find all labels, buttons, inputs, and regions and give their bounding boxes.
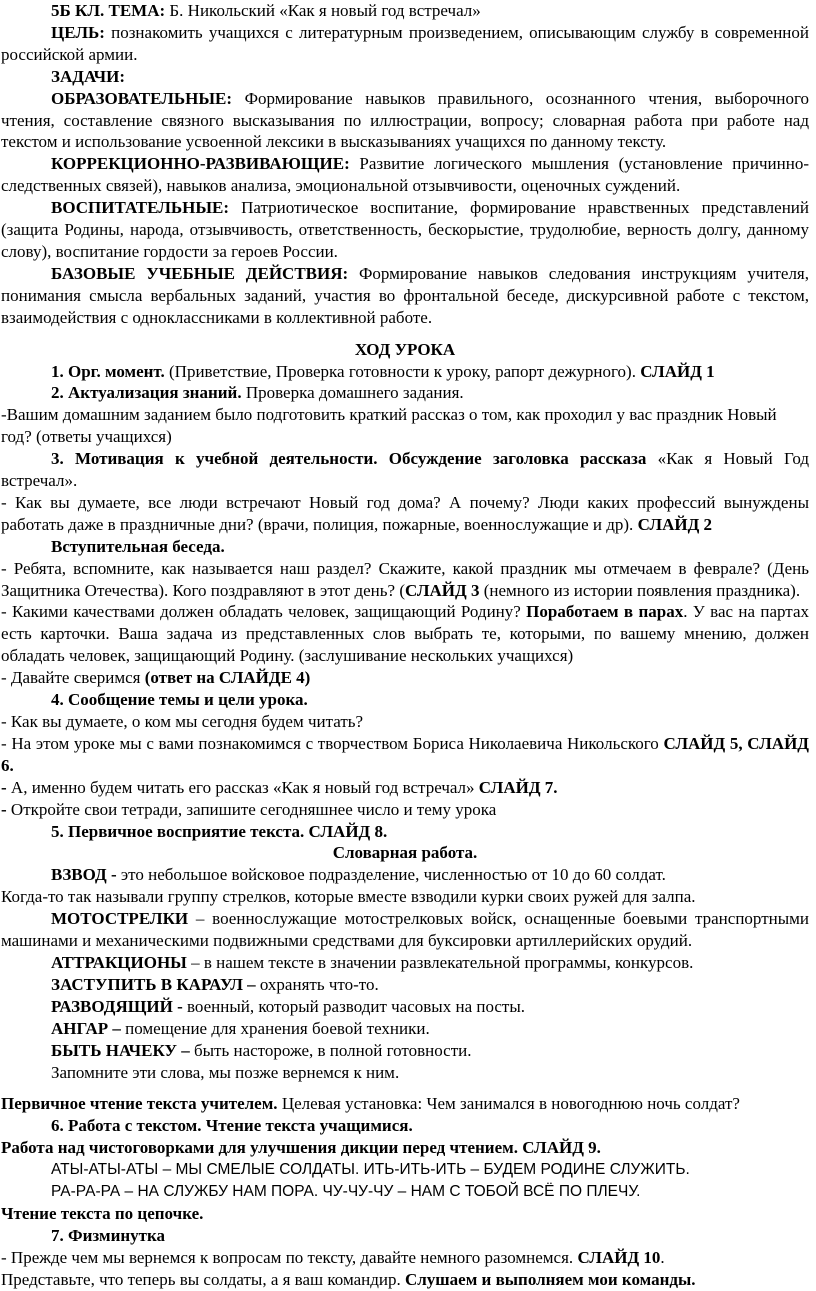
intro-talk-title: Вступительная беседа. — [51, 536, 225, 556]
chain-reading-label: Чтение текста по цепочке. — [1, 1203, 204, 1223]
stage-7-a: - Прежде чем мы вернемся к вопросам по тексту, давайте немного разомнемся. СЛАЙД 10. — [1, 1247, 665, 1267]
stage-2-body: -Вашим домашним заданием было подготовить краткий рассказ о том, как проходил у вас праздник Новый год? (ответы учащихся) — [1, 405, 777, 447]
vocab-term-vzvod: ВЗВОД - это небольшое войсковое подразделение, численностью от 10 до 60 солдат. — [51, 865, 666, 885]
tongue-twister-1: АТЫ-АТЫ-АТЫ – МЫ СМЕЛЫЕ СОЛДАТЫ. ИТЬ-ИТЬ-ИТЬ – БУДЕМ РОДИНЕ СЛУЖИТЬ. — [51, 1161, 690, 1179]
upbringing-text: Патриотическое воспитание, формирование нравственных представлений (защита Родины, народа, отзывчивость, ответственность, бескорыстие, трудолюбие, верность долгу, данному слову), воспитание гордости за героев России. — [1, 198, 809, 261]
vocab-term-motostrelki: МОТОСТРЕЛКИ – военнослужащие мотострелковых войск, оснащенные боевыми транспортными машинами и механическими подвижными средствами для буксировки артиллерийских орудий. — [1, 909, 809, 951]
topic-text: Б. Никольский «Как я новый год встречал» — [165, 1, 481, 20]
educational-paragraph — [1, 88, 809, 154]
correctional-text: Развитие логического мышления (установление причинно-следственных связей), навыков анализа, эмоциональной отзывчивости, оценочных суждений. — [1, 154, 809, 196]
first-reading-label: Первичное чтение текста учителем. — [1, 1094, 278, 1114]
stage-2: 2. Актуализация знаний. Проверка домашнего задания. — [51, 383, 464, 403]
educational-text: Формирование навыков правильного, осознанного чтения, выборочного чтения, составление связного высказывания по иллюстрации, вопросу; словарная работа при работе над текстом и использование усвоенной лексики в высказываниях учащихся по данному тексту. — [1, 88, 809, 152]
intro-talk-c: - Давайте сверимся (ответ на СЛАЙДЕ 4) — [1, 668, 311, 688]
stage-4-c: - А, именно будем читать его рассказ «Как я новый год встречал» СЛАЙД 7. — [1, 777, 558, 797]
commands-label: Слушаем и выполняем мои команды. — [404, 1269, 696, 1289]
stage-4-label: 4. Сообщение темы и цели урока. — [51, 690, 308, 710]
basic-actions-text: Формирование навыков следования инструкциям учителя, понимания смысла вербальных заданий, участия во фронтальной беседе, дискурсивной работе с текстом, взаимодействия с одноклассниками в коллективной работе. — [1, 263, 809, 327]
stage-1: 1. Орг. момент. (Приветствие, Проверка готовности к уроку, рапорт дежурного). СЛАЙД 1 — [51, 361, 715, 381]
slide-10-ref: СЛАЙД 10 — [577, 1247, 661, 1267]
stage-4-d: - Откройте свои тетради, запишите сегодняшнее число и тему урока — [1, 799, 497, 819]
goal-paragraph — [1, 22, 809, 66]
correctional-label: КОРРЕКЦИОННО-РАЗВИВАЮЩИЕ: — [51, 154, 350, 174]
tongue-twisters-label: Работа над чистоговорками для улучшения дикции перед чтением. СЛАЙД 9. — [1, 1138, 601, 1158]
stage-3: 3. Мотивация к учебной деятельности. Обсуждение заголовка рассказа «Как я Новый Год встречал». — [1, 449, 809, 491]
stage-5: 5. Первичное восприятие текста. СЛАЙД 8. — [51, 821, 388, 841]
slide-4-ref: (ответ на СЛАЙДЕ 4) — [144, 668, 311, 688]
stage-3-body: - Как вы думаете, все люди встречают Новый год дома? А почему? Люди каких профессий вынуждены работать даже в праздничные дни? (врачи, полиция, пожарные, военнослужащие и др). СЛАЙД 2 — [1, 492, 809, 534]
tongue-twister-2: РА-РА-РА – НА СЛУЖБУ НАМ ПОРА. ЧУ-ЧУ-ЧУ – НАМ С ТОБОЙ ВСЁ ПО ПЛЕЧУ. — [51, 1183, 641, 1201]
vocab-term-angar: АНГАР – помещение для хранения боевой техники. — [51, 1018, 430, 1038]
vocab-term-vzvod-extra: Когда-то так называли группу стрелков, которые вместе взводили курки своих ружей для залпа. — [1, 887, 696, 907]
first-reading: Первичное чтение текста учителем. Целевая установка: Чем занимался в новогоднюю ночь солдат? — [1, 1094, 740, 1114]
tasks-title: ЗАДАЧИ: — [51, 66, 126, 86]
stage-4-a: - Как вы думаете, о ком мы сегодня будем читать? — [1, 712, 364, 731]
slide-7-ref: СЛАЙД 7. — [478, 777, 558, 797]
topic-line — [1, 0, 809, 22]
vocab-term-razvodyashchiy: РАЗВОДЯЩИЙ - военный, который разводит часовых на посты. — [51, 996, 526, 1016]
vocab-term-attraktsiony: АТТРАКЦИОНЫ – в нашем тексте в значении развлекательной программы, конкурсов. — [51, 952, 694, 972]
goal-label: ЦЕЛЬ: — [51, 22, 105, 42]
vocab-remember: Запомните эти слова, мы позже вернемся к ним. — [51, 1062, 400, 1082]
intro-talk-a: - Ребята, вспомните, как называется наш раздел? Скажите, какой праздник мы отмечаем в феврале? (День Защитника Отечества). Кого поздравляют в этот день? (СЛАЙД 3 (немного из истории появления праздника). — [1, 558, 809, 600]
stage-4 — [1, 689, 809, 711]
slide-3-ref: СЛАЙД 3 — [405, 580, 480, 600]
upbringing-label: ВОСПИТАТЕЛЬНЫЕ: — [51, 198, 230, 218]
slide-1-ref: СЛАЙД 1 — [640, 361, 715, 381]
slide-5-6-ref: СЛАЙД 5, СЛАЙД 6. — [1, 733, 810, 775]
stage-7: 7. Физминутка — [51, 1225, 166, 1245]
stage-4-b: - На этом уроке мы с вами познакомимся с творчеством Бориса Николаевича Никольского СЛАЙД 5, СЛАЙД 6. — [1, 733, 810, 775]
goal-text: познакомить учащихся с литературным произведением, описывающим службу в современной российской армии. — [1, 22, 809, 64]
stage-6: 6. Работа с текстом. Чтение текста учащимися. — [51, 1116, 413, 1136]
pair-work-label: Поработаем в парах — [526, 602, 684, 622]
educational-label: ОБРАЗОВАТЕЛЬНЫЕ: — [51, 88, 233, 108]
intro-talk-b: - Какими качествами должен обладать человек, защищающий Родину? Поработаем в парах. У вас на партах есть карточки. Ваша задача из представленных слов выбрать те, которыми, по вашему мнению, должен обладать человек, защищающий Родину. (заслушивание нескольких учащихся) — [1, 602, 809, 666]
stage-1-label: 1. Орг. момент. — [51, 361, 165, 381]
stage-3-label: 3. Мотивация к учебной деятельности. Обсуждение заголовка рассказа — [51, 449, 647, 469]
vocab-term-karaul: ЗАСТУПИТЬ В КАРАУЛ – охранять что-то. — [51, 974, 379, 994]
upbringing-paragraph — [1, 197, 809, 263]
vocab-term-nacheku: БЫТЬ НАЧЕКУ – быть настороже, в полной готовности. — [51, 1040, 472, 1060]
vocabulary-title: Словарная работа. — [332, 843, 478, 863]
stage-2-label: 2. Актуализация знаний. — [51, 383, 242, 403]
correctional-paragraph — [1, 153, 809, 197]
slide-2-ref: СЛАЙД 2 — [637, 514, 713, 534]
basic-actions-paragraph — [1, 263, 809, 329]
topic-label: 5Б КЛ. ТЕМА: — [51, 1, 166, 20]
basic-actions-label: БАЗОВЫЕ УЧЕБНЫЕ ДЕЙСТВИЯ: — [51, 263, 349, 283]
stage-7-b: Представьте, что теперь вы солдаты, а я ваш командир. Слушаем и выполняем мои команды. — [1, 1269, 696, 1289]
lesson-title: ХОД УРОКА — [354, 339, 456, 359]
